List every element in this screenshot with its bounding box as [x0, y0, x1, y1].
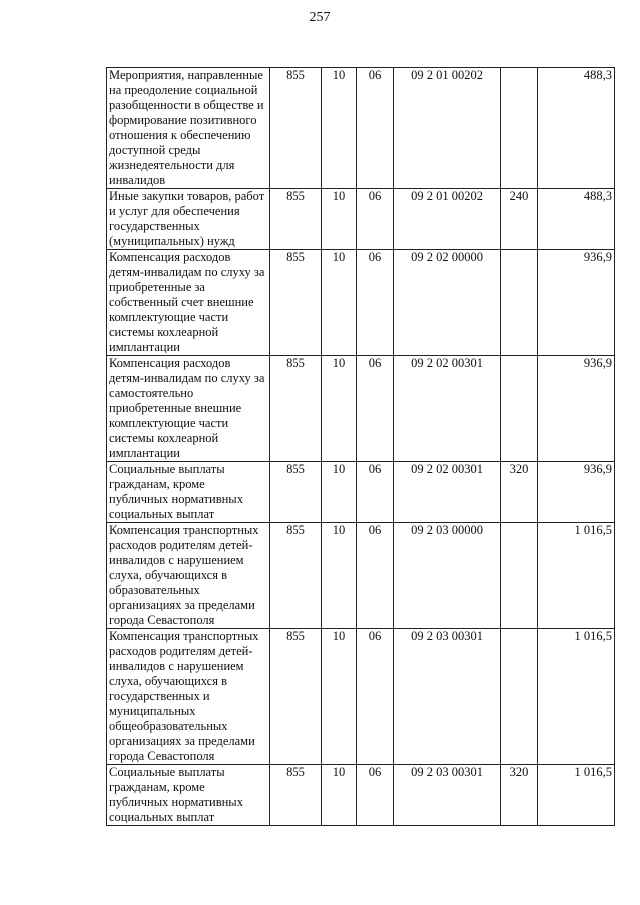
- target-article-code: 09 2 01 00202: [394, 189, 501, 250]
- subsection-code: 06: [357, 523, 394, 629]
- amount: 1 016,5: [538, 523, 615, 629]
- subsection-code: 06: [357, 189, 394, 250]
- item-name: Компенсация транспортных расходов родителям детей-инвалидов с нарушением слуха, обучающихся в образовательных организациях за пределами города Севастополя: [107, 523, 270, 629]
- expense-type-code: [501, 629, 538, 765]
- ministry-code: 855: [270, 629, 322, 765]
- table-row: [107, 68, 615, 189]
- section-code: 10: [322, 765, 357, 826]
- item-name: Мероприятия, направленные на преодоление социальной разобщенности в обществе и формирование позитивного отношения к обеспечению доступной среды жизнедеятельности для инвалидов: [107, 68, 270, 189]
- item-name: Социальные выплаты гражданам, кроме публичных нормативных социальных выплат: [107, 462, 270, 523]
- ministry-code: 855: [270, 765, 322, 826]
- target-article-code: 09 2 03 00000: [394, 523, 501, 629]
- section-code: 10: [322, 462, 357, 523]
- target-article-code: 09 2 01 00202: [394, 68, 501, 189]
- amount: 488,3: [538, 189, 615, 250]
- item-name: Компенсация расходов детям-инвалидам по слуху за самостоятельно приобретенные внешние комплектующие части системы кохлеарной имплантации: [107, 356, 270, 462]
- section-code: 10: [322, 250, 357, 356]
- table-row: [107, 765, 615, 826]
- subsection-code: 06: [357, 765, 394, 826]
- item-name: Компенсация транспортных расходов родителям детей-инвалидов с нарушением слуха, обучающихся в государственных и муниципальных общеобразовательных организациях за пределами города Севастополя: [107, 629, 270, 765]
- ministry-code: 855: [270, 462, 322, 523]
- amount: 936,9: [538, 250, 615, 356]
- ministry-code: 855: [270, 68, 322, 189]
- table-row: [107, 629, 615, 765]
- section-code: 10: [322, 523, 357, 629]
- item-name: Компенсация расходов детям-инвалидам по слуху за приобретенные за собственный счет внешние комплектующие части системы кохлеарной имплантации: [107, 250, 270, 356]
- item-name: Социальные выплаты гражданам, кроме публичных нормативных социальных выплат: [107, 765, 270, 826]
- expense-type-code: [501, 68, 538, 189]
- subsection-code: 06: [357, 250, 394, 356]
- table-row: [107, 189, 615, 250]
- target-article-code: 09 2 03 00301: [394, 765, 501, 826]
- expense-type-code: [501, 250, 538, 356]
- amount: 936,9: [538, 356, 615, 462]
- target-article-code: 09 2 03 00301: [394, 629, 501, 765]
- section-code: 10: [322, 68, 357, 189]
- expense-type-code: 320: [501, 462, 538, 523]
- item-name: Иные закупки товаров, работ и услуг для обеспечения государственных (муниципальных) нужд: [107, 189, 270, 250]
- expense-type-code: [501, 356, 538, 462]
- amount: 1 016,5: [538, 629, 615, 765]
- table-row: [107, 250, 615, 356]
- budget-table: [106, 67, 615, 826]
- ministry-code: 855: [270, 523, 322, 629]
- expense-type-code: 320: [501, 765, 538, 826]
- table-row: [107, 356, 615, 462]
- ministry-code: 855: [270, 250, 322, 356]
- subsection-code: 06: [357, 68, 394, 189]
- section-code: 10: [322, 189, 357, 250]
- expense-type-code: [501, 523, 538, 629]
- page-number: 257: [309, 10, 331, 25]
- target-article-code: 09 2 02 00000: [394, 250, 501, 356]
- section-code: 10: [322, 356, 357, 462]
- table-row: [107, 523, 615, 629]
- ministry-code: 855: [270, 356, 322, 462]
- subsection-code: 06: [357, 629, 394, 765]
- amount: 936,9: [538, 462, 615, 523]
- subsection-code: 06: [357, 462, 394, 523]
- subsection-code: 06: [357, 356, 394, 462]
- ministry-code: 855: [270, 189, 322, 250]
- amount: 488,3: [538, 68, 615, 189]
- table-row: [107, 462, 615, 523]
- target-article-code: 09 2 02 00301: [394, 356, 501, 462]
- target-article-code: 09 2 02 00301: [394, 462, 501, 523]
- section-code: 10: [322, 629, 357, 765]
- amount: 1 016,5: [538, 765, 615, 826]
- expense-type-code: 240: [501, 189, 538, 250]
